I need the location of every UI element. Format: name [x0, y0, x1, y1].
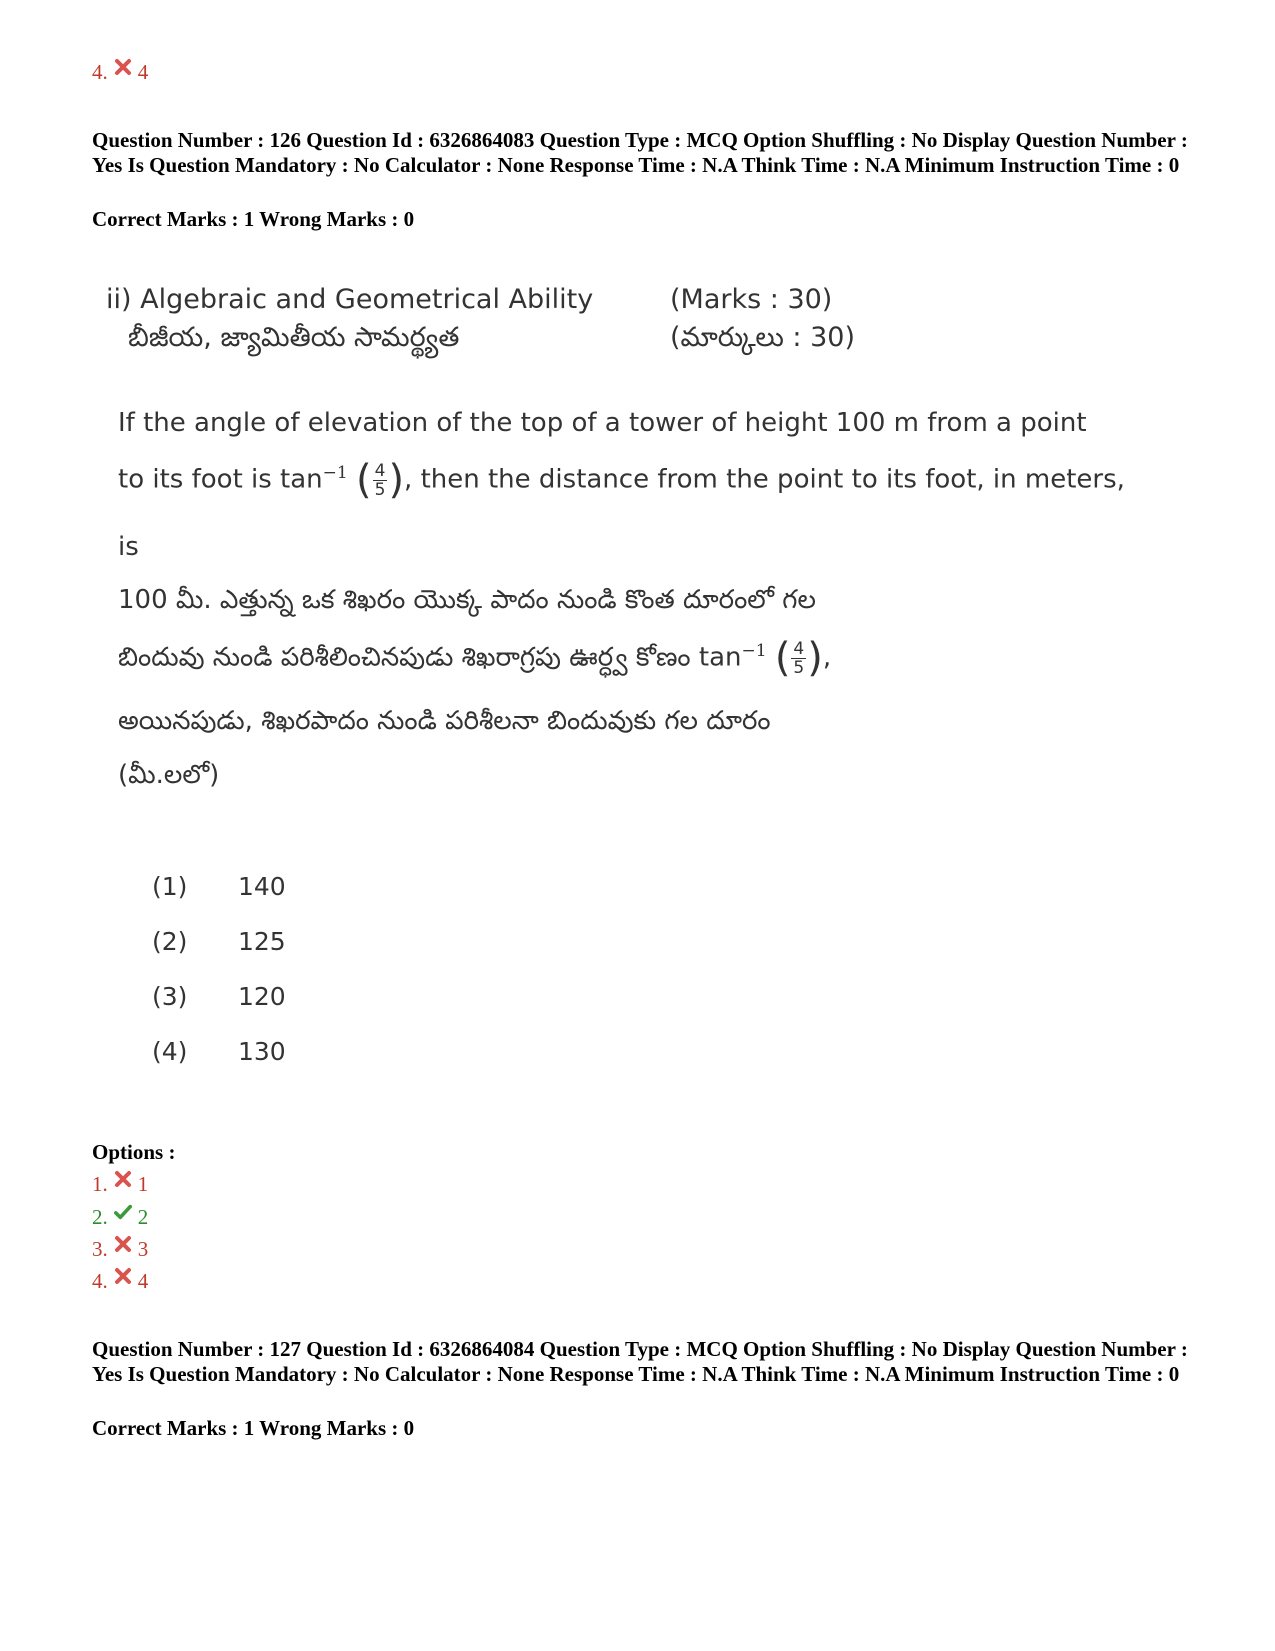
section-title-te: బీజీయ, జ్యామితీయ సామర్థ్యత: [128, 322, 460, 353]
text-segment: ,: [822, 642, 832, 673]
fraction-denominator: 5: [374, 479, 386, 500]
text-segment: to its foot is tan: [118, 464, 323, 495]
question-text-te-line2: [118, 635, 832, 681]
choice-value: 130: [238, 1037, 286, 1066]
option-number: 2.: [92, 1205, 108, 1229]
superscript: −1: [322, 462, 348, 483]
option-value: 4: [137, 1269, 149, 1293]
cross-icon: [114, 1170, 132, 1188]
fraction-numerator: 4: [374, 460, 386, 481]
option-number: 4.: [92, 1269, 108, 1293]
question-text-en-line3: is: [118, 532, 139, 562]
text-segment: , then the distance from the point to its foot, in meters,: [404, 464, 1125, 495]
checkmark-icon: [114, 1203, 132, 1221]
superscript: −1: [741, 640, 767, 661]
option-number: 4.: [92, 60, 108, 84]
question-text-te-line4: (మీ.లలో): [118, 760, 220, 790]
choice-label: (4): [152, 1037, 188, 1066]
question-meta: Question Number : 126 Question Id : 6326864083 Question Type : MCQ Option Shuffling : No Display Question Number : Yes Is Question Mandatory : No Calculator : None Response Time : N.A Think Time : N.A Minimum Instruction Time : 0: [92, 128, 1188, 177]
question-marks: Correct Marks : 1 Wrong Marks : 0: [92, 1416, 415, 1440]
options-heading: Options :: [92, 1140, 176, 1164]
choice-3: [152, 982, 286, 1011]
prev-option-4: [92, 60, 148, 85]
option-value: 4: [137, 60, 149, 84]
cross-icon: [114, 1267, 132, 1285]
fraction: ( $\frac{4}{5}$ ): [356, 457, 405, 503]
choice-value: 125: [238, 927, 286, 956]
choice-label: (2): [152, 927, 188, 956]
choice-value: 140: [238, 872, 286, 901]
fraction-numerator: 4: [793, 638, 805, 659]
choice-4: [152, 1037, 286, 1066]
cross-icon: [114, 58, 132, 76]
option-1: [92, 1172, 148, 1197]
section-title-en: ii) Algebraic and Geometrical Ability: [106, 284, 594, 315]
option-4: [92, 1269, 148, 1294]
section-marks-en: (Marks : 30): [670, 284, 833, 315]
section-marks-te: (మార్కులు : 30): [670, 322, 855, 353]
option-3: [92, 1237, 148, 1262]
question-marks: Correct Marks : 1 Wrong Marks : 0: [92, 207, 415, 231]
option-number: 3.: [92, 1237, 108, 1261]
question-text-en-line1: If the angle of elevation of the top of a tower of height 100 m from a point: [118, 408, 1087, 438]
cross-icon: [114, 1235, 132, 1253]
choice-value: 120: [238, 982, 286, 1011]
choice-label: (1): [152, 872, 188, 901]
option-value: 1: [137, 1172, 149, 1196]
option-value: 2: [137, 1205, 149, 1229]
choice-1: [152, 872, 286, 901]
choice-label: (3): [152, 982, 188, 1011]
text-segment: బిందువు నుండి పరిశీలించినపుడు శిఖరాగ్రపు ఊర్ధ్వ కోణం tan: [118, 642, 742, 673]
question-meta: Question Number : 127 Question Id : 6326864084 Question Type : MCQ Option Shuffling : No Display Question Number : Yes Is Question Mandatory : No Calculator : None Response Time : N.A Think Time : N.A Minimum Instruction Time : 0: [92, 1337, 1188, 1386]
question-text-te-line1: 100 మీ. ఎత్తున్న ఒక శిఖరం యొక్క పాదం నుండి కొంత దూరంలో గల: [118, 585, 816, 615]
option-number: 1.: [92, 1172, 108, 1196]
fraction: ( $\frac{4}{5}$ ): [774, 635, 823, 681]
fraction-denominator: 5: [793, 657, 805, 678]
question-text-en-line2: [118, 457, 1125, 503]
question-text-te-line3: అయినపుడు, శిఖరపాదం నుండి పరిశీలనా బిందువుకు గల దూరం: [118, 706, 771, 736]
choice-2: [152, 927, 286, 956]
option-value: 3: [137, 1237, 149, 1261]
option-2: [92, 1205, 148, 1230]
